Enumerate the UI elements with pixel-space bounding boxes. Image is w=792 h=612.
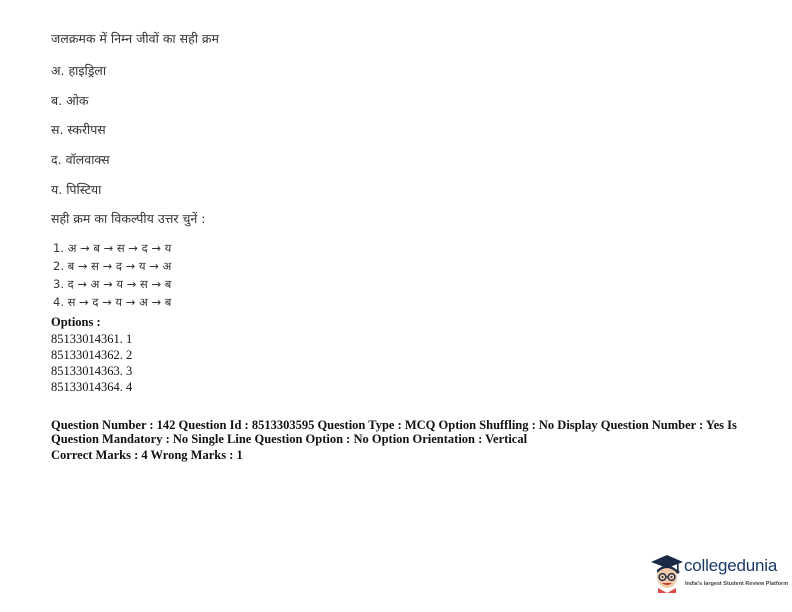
meta-line-1: Question Number : 142 Question Id : 8513303595 Question Type : MCQ Option Shuffling : No Display Question Number : Yes Is [51,418,737,432]
item-d: द. वॉलवाक्स [51,152,110,167]
instruction: सही क्रम का विकल्पीय उत्तर चुनें : [51,211,206,226]
meta-line-2: Question Mandatory : No Single Line Question Option : No Option Orientation : Vertical [51,432,528,446]
item-b: ब. ओक [51,93,89,108]
sequence-4: 4. स → द → य → अ → ब [53,295,172,309]
option-1: 85133014361. 1 [51,332,133,346]
option-3: 85133014363. 3 [51,364,133,378]
question-stem: जलक्रमक में निम्न जीवों का सही क्रम [51,31,220,46]
logo-wordmark: collegedunia [684,556,778,575]
option-4: 85133014364. 4 [51,380,133,394]
sequence-1: 1. अ → ब → स → द → य [53,241,172,255]
options-title: Options : [51,315,101,329]
item-c: स. स्करीपस [51,122,106,137]
collegedunia-logo [648,550,788,602]
item-e: य. पिस्टिया [51,182,102,197]
logo-tagline: India's largest Student Review Platform [685,581,789,587]
sequence-2: 2. ब → स → द → य → अ [53,259,172,273]
item-a: अ. हाइड्रिला [51,63,107,78]
meta-line-3: Correct Marks : 4 Wrong Marks : 1 [51,448,243,462]
student-mascot-icon [650,553,684,593]
sequence-3: 3. द → अ → य → स → ब [53,277,172,291]
option-2: 85133014362. 2 [51,348,133,362]
